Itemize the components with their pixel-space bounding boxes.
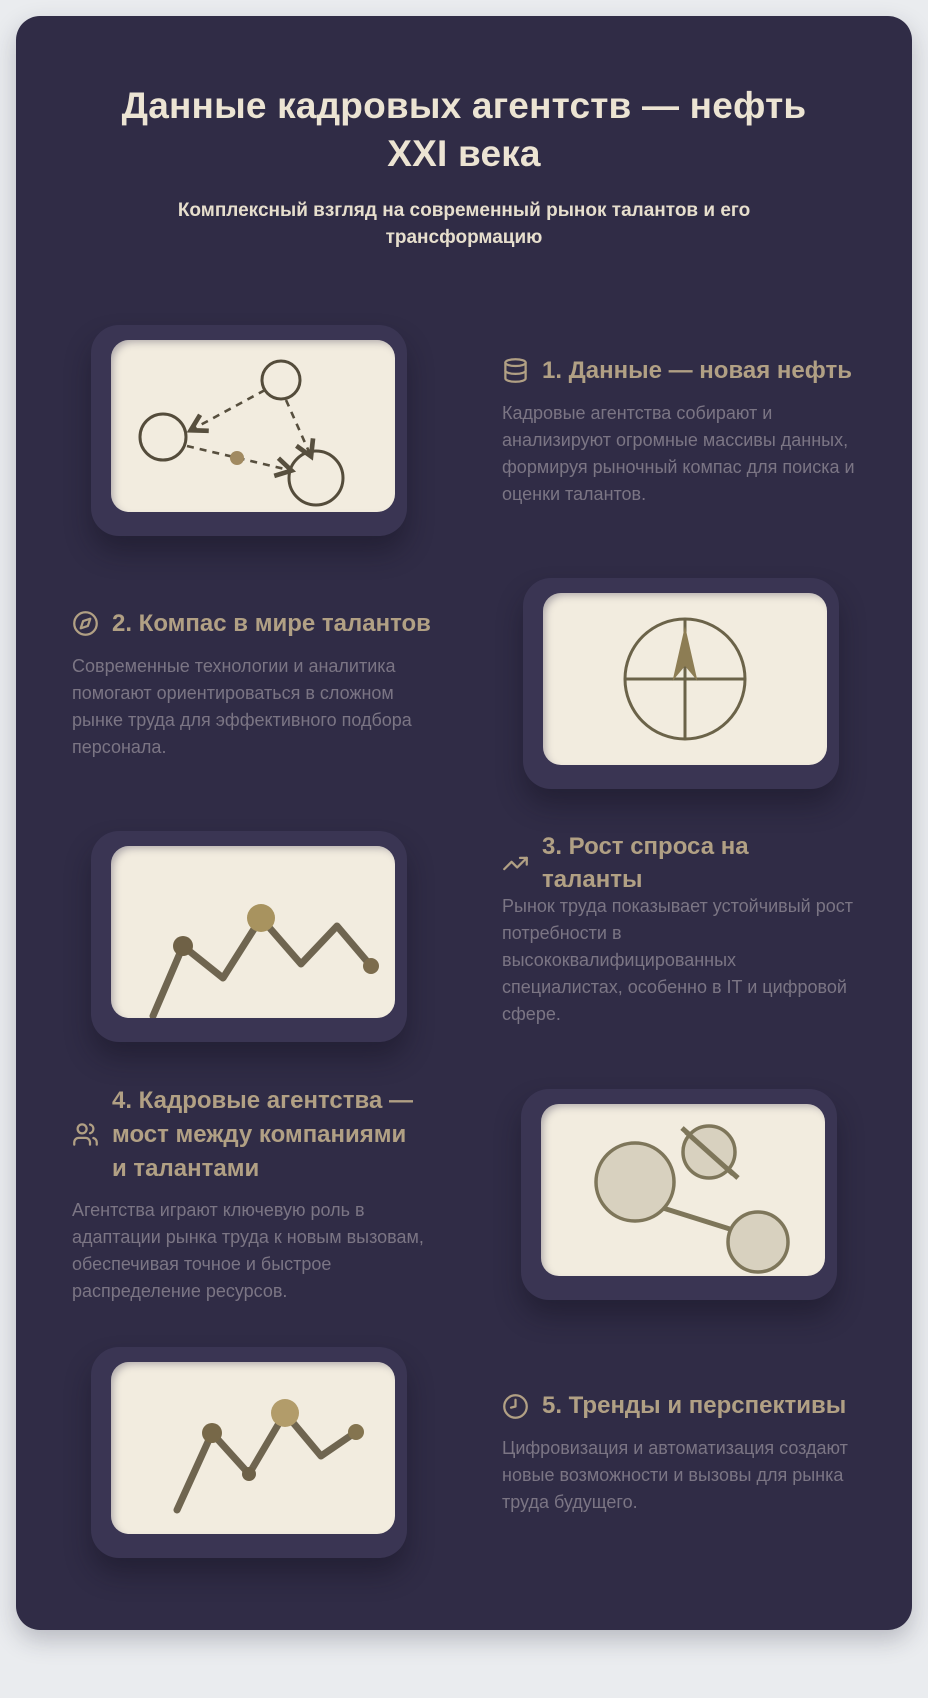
page-header	[16, 82, 912, 251]
figure-compass-dial	[523, 578, 839, 789]
section-heading: 1. Данные — новая нефть	[542, 357, 852, 385]
section-heading-row	[72, 607, 431, 641]
section-text	[502, 832, 856, 1028]
figure-trend-line-chart	[91, 1347, 407, 1558]
section-body: Современные технологии и аналитика помогают ориентироваться в сложном рынке труда для эффективного подбора персонала.	[72, 655, 412, 757]
figure-network-nodes	[91, 325, 407, 536]
compass-dial-illustration	[543, 593, 827, 765]
section-heading: 4. Кадровые агентства — мост между компаниями и талантами	[112, 1087, 413, 1182]
section-text	[502, 354, 856, 508]
users-icon	[72, 1121, 99, 1148]
section-text	[72, 607, 431, 761]
section-text	[502, 1389, 856, 1516]
section-body: Рынок труда показывает устойчивый рост потребности в высококвалифицированных специалистах, особенно в IT и цифровой сфере.	[502, 896, 853, 1025]
section-heading: 5. Тренды и перспективы	[542, 1392, 847, 1420]
section-agencies-bridge	[72, 1084, 856, 1305]
network-nodes-illustration	[111, 340, 395, 512]
growth-line-chart-illustration	[111, 846, 395, 1018]
trending-up-icon	[502, 850, 529, 877]
section-body: Кадровые агентства собирают и анализируют огромные массивы данных, формируя рыночный компас для поиска и оценки талантов.	[502, 402, 855, 504]
figure-growth-line-chart	[91, 831, 407, 1042]
section-heading: 3. Рост спроса на таланты	[542, 832, 749, 894]
infographic-page	[0, 16, 928, 1630]
database-icon	[502, 357, 529, 384]
sections-list	[16, 325, 912, 1558]
section-heading-row	[502, 832, 856, 894]
section-heading-row	[72, 1084, 426, 1185]
section-heading-row	[502, 1389, 856, 1423]
trend-line-chart-illustration	[111, 1362, 395, 1534]
connected-circles-illustration	[541, 1104, 825, 1276]
section-body: Агентства играют ключевую роль в адаптации рынка труда к новым вызовам, обеспечивая точное и быстрое распределение ресурсов.	[72, 1200, 424, 1302]
page-subtitle: Комплексный взгляд на современный рынок талантов и его трансформацию	[177, 200, 751, 248]
section-heading-row	[502, 354, 856, 388]
section-trends-prospects	[72, 1347, 856, 1558]
clock-icon	[502, 1393, 529, 1420]
page-title: Данные кадровых агентств — нефть XXI века	[121, 85, 807, 175]
section-body: Цифровизация и автоматизация создают новые возможности и вызовы для рынка труда будущего.	[502, 1437, 848, 1512]
section-talent-compass	[72, 578, 856, 789]
infographic-card	[16, 16, 912, 1630]
section-data-new-oil	[72, 325, 856, 536]
compass-icon	[72, 610, 99, 637]
section-text	[72, 1084, 426, 1305]
section-heading: 2. Компас в мире талантов	[112, 610, 431, 638]
figure-connected-circles	[521, 1089, 837, 1300]
section-talent-demand-growth	[72, 831, 856, 1042]
